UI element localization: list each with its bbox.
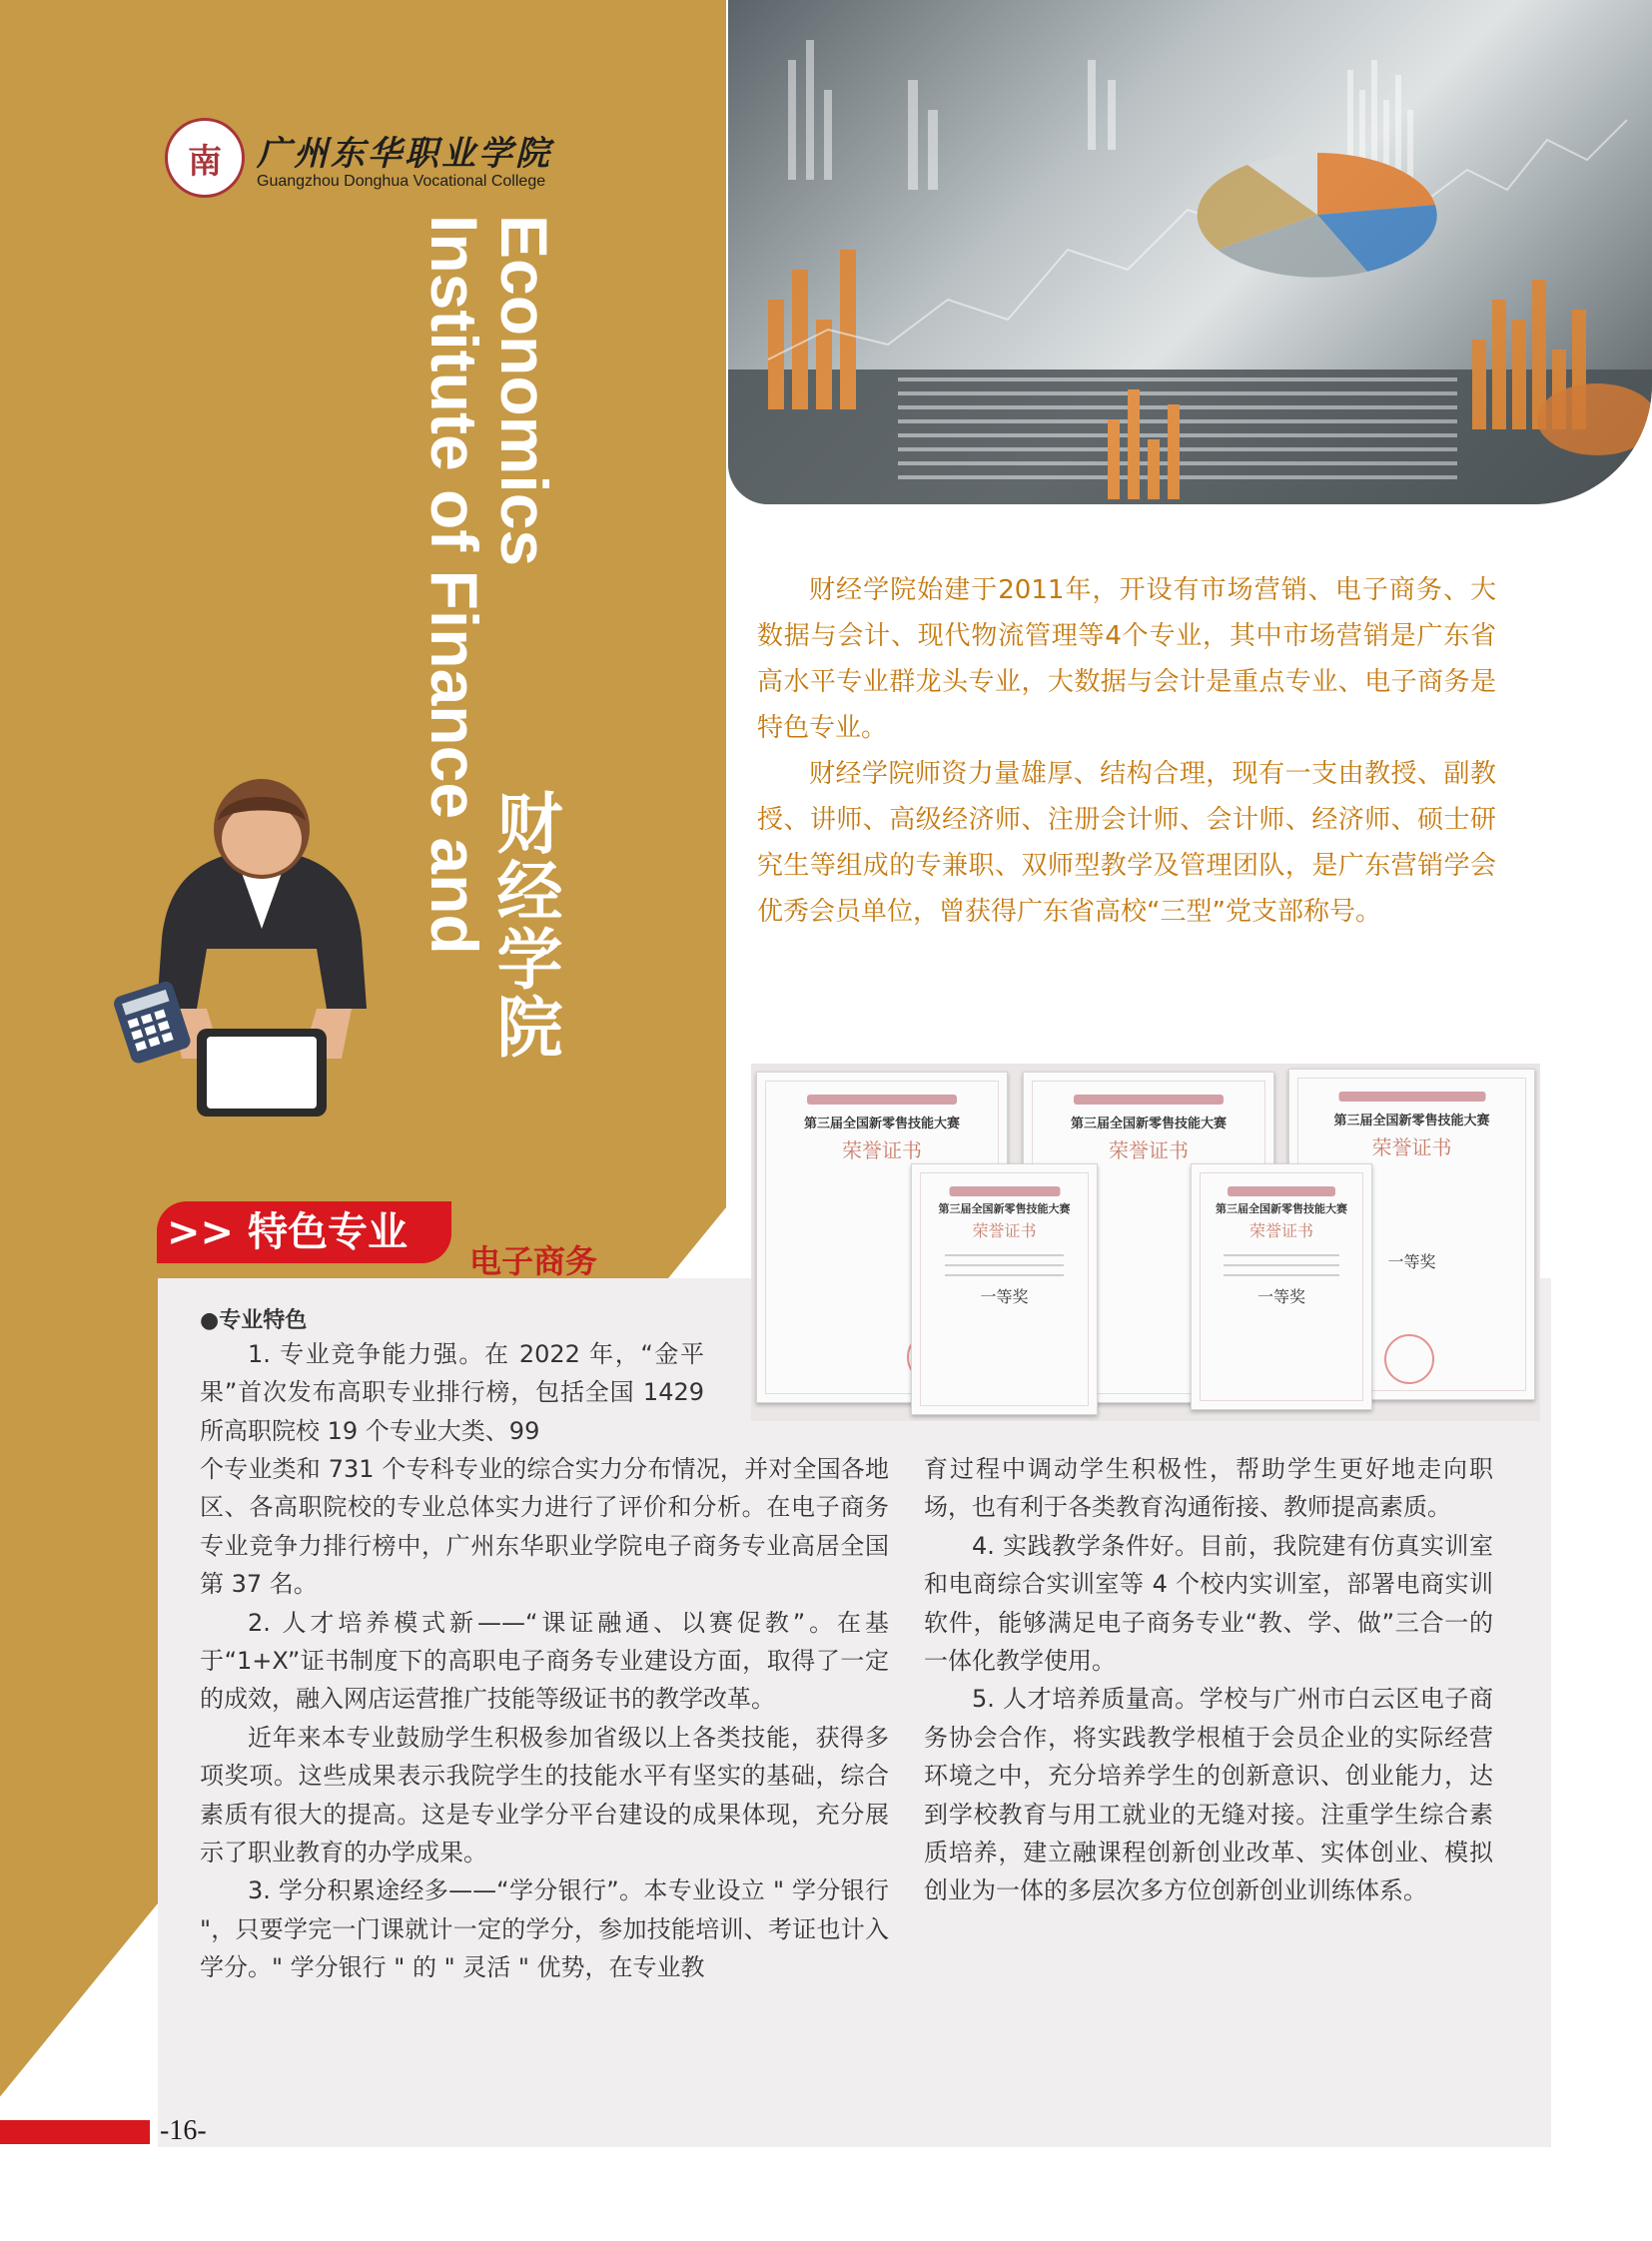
body-column-left [200, 1450, 889, 1987]
certificate-competition: 第三届全国新零售技能大赛 [803, 1117, 960, 1131]
person-icon [157, 779, 367, 1117]
body-column-right [924, 1450, 1493, 1910]
finance-chart-graphic [728, 0, 1652, 504]
body-paragraph: 3. 学分积累途经多——“学分银行”。本专业设立 " 学分银行 "，只要学完一门课就计一定的学分，参加技能培训、考证也计入学分。" 学分银行 " 的 " 灵活 " 优势，在专业教 [200, 1876, 889, 1982]
certificate-competition: 第三届全国新零售技能大赛 [1333, 1114, 1490, 1128]
body-paragraph: 4. 实践教学条件好。目前，我院建有仿真实训室和电商综合实训室等 4 个校内实训室，部署电商实训软件，能够满足电子商务专业“教、学、做”三合一的一体化教学使用。 [924, 1531, 1493, 1676]
finance-chart-photo [728, 0, 1652, 504]
body-paragraph: 5. 人才培养质量高。学校与广州市白云区电子商务协会合作，将实践教学根植于会员企业的实际经营环境之中，充分培养学生的创新意识、创业能力，达到学校教育与用工就业的无缝对接。注重学生综合素质培养，建立融课程创新创业改革、实体创业、模拟创业为一体的多层次多方位创新创业训练体系。 [924, 1685, 1493, 1905]
body-paragraph: 1. 专业竞争能力强。在 2022 年，“金平果”首次发布高职专业排行榜，包括全国 1429 所高职院校 19 个专业大类、99 [200, 1340, 704, 1445]
certificate-honor: 荣誉证书 [842, 1138, 922, 1162]
college-logo [165, 118, 552, 198]
certificate-competition: 第三届全国新零售技能大赛 [1070, 1117, 1227, 1131]
certificate-honor: 荣誉证书 [972, 1221, 1037, 1240]
title-en-line2: Institute of Finance and [417, 215, 491, 955]
certificate-front-right [1191, 1163, 1372, 1410]
intro-text [757, 567, 1496, 935]
certificate-honor: 荣誉证书 [1248, 1221, 1313, 1240]
body-paragraph: 个专业类和 731 个专科专业的综合实力分布情况，并对全国各地区、各高职院校的专业总体实力进行了评价和分析。在电子商务专业竞争力排行榜中，广州东华职业学院电子商务专业高居全国第 37 名。 [200, 1455, 889, 1599]
certificate-competition: 第三届全国新零售技能大赛 [1216, 1202, 1347, 1215]
certificate-honor: 荣誉证书 [1371, 1135, 1452, 1159]
title-cn: 财经学院 [485, 789, 562, 1061]
certificate-prize: 一等奖 [980, 1287, 1029, 1306]
feature-bullet-heading: ●专业特色 [200, 1308, 308, 1333]
body-paragraph: 近年来本专业鼓励学生积极参加省级以上各类技能，获得多项奖项。这些成果表示我院学生的技能水平有坚实的基础，综合素质有很大的提高。这是专业学分平台建设的成果体现，充分展示了职业教育的办学成果。 [200, 1723, 889, 1868]
certificates-photo [751, 1064, 1540, 1421]
college-seal-icon: 南 [165, 118, 245, 198]
section-subtitle: 电子商务 [469, 1242, 598, 1280]
certificate-competition: 第三届全国新零售技能大赛 [938, 1202, 1071, 1215]
certificate-front-left [911, 1163, 1098, 1415]
certificate-honor: 荣誉证书 [1109, 1138, 1189, 1162]
intro-paragraph: 财经学院始建于2011年，开设有市场营销、电子商务、大数据与会计、现代物流管理等4个专业，其中市场营销是广东省高水平专业群龙头专业，大数据与会计是重点专业、电子商务是特色专业。 [757, 575, 1496, 743]
body-column-top [200, 1335, 704, 1450]
section-tag: >> 特色专业 [157, 1201, 451, 1263]
certificate-prize: 一等奖 [1256, 1287, 1305, 1306]
logo-name-cn: 广州东华职业学院 [257, 133, 552, 174]
logo-text [257, 126, 552, 191]
intro-paragraph: 财经学院师资力量雄厚、结构合理，现有一支由教授、副教授、讲师、高级经济师、注册会计师、会计师、经济师、硕士研究生等组成的专兼职、双师型教学及管理团队，是广东营销学会优秀会员单位，曾获得广东省高校“三型”党支部称号。 [757, 759, 1496, 927]
logo-name-en: Guangzhou Donghua Vocational College [257, 172, 546, 190]
title-en-line1: Economics [487, 215, 561, 567]
body-paragraph: 2. 人才培养模式新——“课证融通、以赛促教”。在基于“1+X”证书制度下的高职电子商务专业建设方面，取得了一定的成效，融入网店运营推广技能等级证书的教学改革。 [200, 1608, 889, 1714]
body-paragraph: 育过程中调动学生积极性，帮助学生更好地走向职场，也有利于各类教育沟通衔接、教师提高素质。 [924, 1455, 1493, 1522]
certificate-prize: 一等奖 [1387, 1252, 1436, 1271]
page-number: -16- [160, 2115, 207, 2146]
footer-accent-bar [0, 2120, 150, 2144]
person-with-tablet-illustration [112, 759, 372, 1122]
